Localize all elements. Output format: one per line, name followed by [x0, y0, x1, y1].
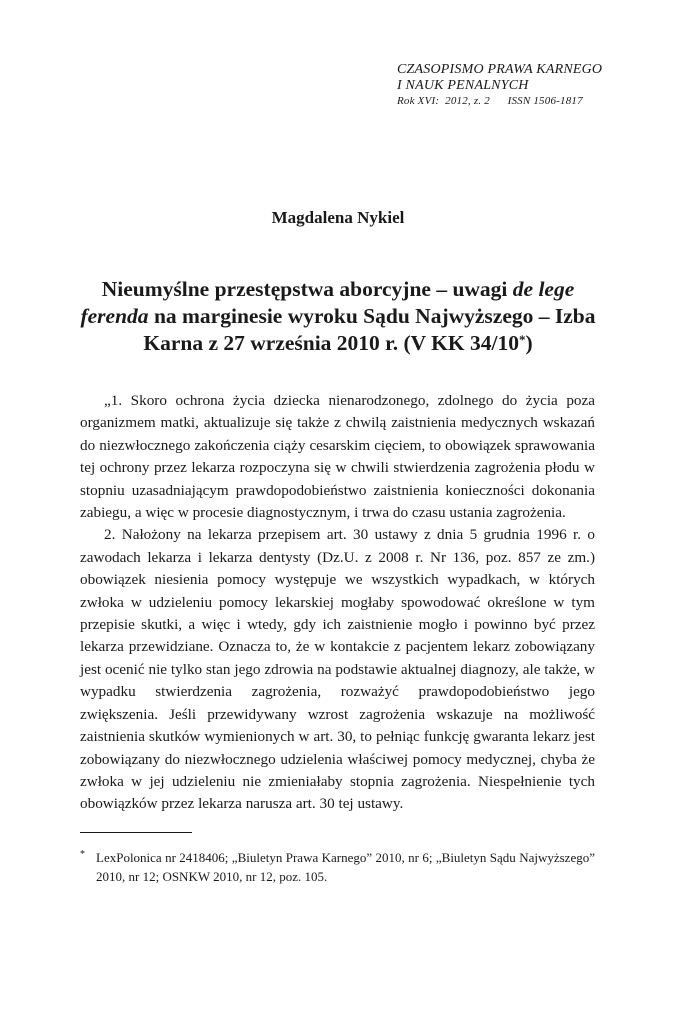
title-close-paren: ) — [525, 331, 533, 355]
journal-header — [397, 62, 637, 108]
article-title — [78, 276, 598, 357]
journal-name-line2: I NAUK PENALNYCH — [397, 78, 529, 93]
footnote — [80, 848, 595, 886]
body-paragraph-1: „1. Skoro ochrona życia dziecka nienarodzonego, zdolnego do życia poza organizmem matki, aktualizuje się także z chwilą zaistnienia medycznych wskazań do niezwłocznego zakończenia ciąży cesarskim cięciem, to obowiązek sprawowania tej ochrony przez lekarza rozpoczyna się w chwili stwierdzenia zagrożenia płodu w stopniu uzasadniającym prawdopodobieństwo zaistnienia konieczności dokonania zabiegu, a więc w procesie diagnostycznym, i trwa do czasu ustania zagrożenia. — [80, 392, 595, 522]
footnote-text: LexPolonica nr 2418406; „Biuletyn Prawa Karnego” 2010, nr 6; „Biuletyn Sądu Najwyższego” 2010, nr 12; OSNKW 2010, nr 12, poz. 105. — [96, 850, 595, 884]
article-body — [80, 390, 595, 816]
title-text-2: na marginesie wyroku Sądu Najwyższego – Izba Karna z 27 września 2010 r. (V KK 34/10 — [143, 304, 596, 355]
body-paragraph-2: 2. Nałożony na lekarza przepisem art. 30 ustawy z dnia 5 grudnia 1996 r. o zawodach lekarza i lekarza dentysty (Dz.U. z 2008 r. Nr 136, poz. 857 ze zm.) obowiązek niesienia pomocy występuje we wszystkich wypadkach, w których zwłoka w udzieleniu pomocy lekarskiej mogłaby spowodować określone w tym przepisie skutki, a więc i wtedy, gdy ich zaistnienie mogło i powinno być przez lekarza przewidziane. Oznacza to, że w kontakcie z pacjentem lekarz zobowiązany jest ocenić nie tylko stan jego zdrowia na podstawie aktualnej diagnozy, ale także, w wypadku stwierdzenia zagrożenia, rozważyć prawdopodobieństwo jego zwiększenia. Jeśli przewidywany wzrost zagrożenia wskazuje na możliwość zaistnienia skutków wymienionych w art. 30, to pełniąc funkcję gwaranta lekarz jest zobowiązany do niezwłocznego udzielenia właściwej pomocy medycznej, chyba że zwłoka w jej udzieleniu nie zmieniałaby stopnia zagrożenia. Niespełnienie tych obowiązków przez lekarza narusza art. 30 tej ustawy. — [80, 526, 595, 813]
footnote-mark: * — [80, 849, 85, 860]
title-latin-phrase: de lege ferenda — [80, 277, 575, 328]
article-author: Magdalena Nykiel — [271, 208, 405, 227]
journal-meta — [397, 94, 637, 108]
footnote-divider — [80, 832, 192, 833]
journal-year-issue: Rok XVI: 2012, z. 2 — [397, 95, 490, 107]
journal-name-line1: CZASOPISMO PRAWA KARNEGO — [397, 62, 603, 77]
title-text-1: Nieumyślne przestępstwa aborcyjne – uwagi — [101, 277, 513, 301]
journal-issn: ISSN 1506-1817 — [507, 95, 583, 107]
title-footnote-mark: * — [518, 332, 526, 347]
